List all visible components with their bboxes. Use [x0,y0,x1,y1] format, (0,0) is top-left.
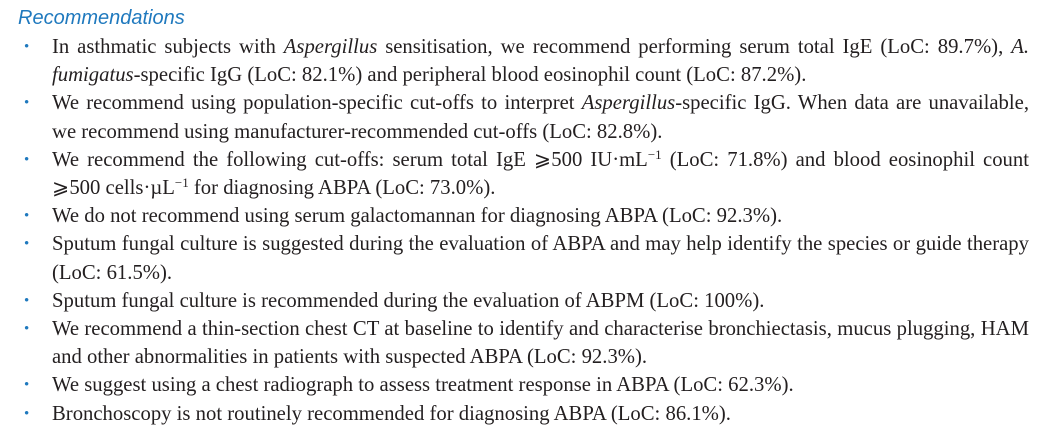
recommendation-text: -specific IgG (LoC: 82.1%) and peripheral blood eosinophil count (LoC: 87.2%). [133,64,807,87]
recommendation-item [18,202,1029,230]
recommendation-text: We do not recommend using serum galactomannan for diagnosing ABPA (LoC: 92.3%). [52,205,783,228]
recommendations-heading: Recommendations [18,7,185,29]
bullet-icon: • [24,236,30,253]
recommendation-text: We suggest using a chest radiograph to assess treatment response in ABPA (LoC: 62.3%). [52,374,794,397]
bullet-icon: • [24,405,30,422]
recommendation-text: for diagnosing ABPA (LoC: 73.0%). [188,177,496,200]
recommendation-item [18,400,1029,428]
recommendation-text: Sputum fungal culture is recommended during the evaluation of ABPM (LoC: 100%). [52,289,765,312]
recommendation-item [18,33,1029,89]
recommendation-text: We recommend a thin-section chest CT at baseline to identify and characterise bronchiectasis, mucus plugging, HAM and other abnormalities in patients with suspected ABPA (LoC: 92.3%). [52,318,1029,369]
recommendation-text: We recommend the following cut-offs: serum total IgE ⩾500 IU·mL [52,148,648,171]
recommendation-text: Sputum fungal culture is suggested during the evaluation of ABPA and may help identify the species or guide therapy (LoC: 61.5%). [52,233,1029,284]
bullet-icon: • [24,292,30,309]
bullet-icon: • [24,39,30,55]
species-name: Aspergillus [581,92,676,115]
recommendation-item [18,315,1029,371]
recommendation-text: We recommend using population-specific cut-offs to interpret [52,92,582,115]
bullet-icon: • [24,321,30,338]
recommendation-text: sensitisation, we recommend performing serum total IgE (LoC: 89.7%), [377,36,1012,58]
recommendation-item [18,146,1029,202]
recommendation-item [18,287,1029,315]
bullet-icon: • [24,151,30,168]
recommendation-text: In asthmatic subjects with [52,36,284,58]
unit-exponent: −1 [647,146,662,162]
recommendation-text: (LoC: 71.8%) and blood eosinophil count ⩾500 cells·µL [52,148,1029,200]
recommendation-item [18,89,1029,145]
bullet-icon: • [24,208,30,225]
recommendation-text: Bronchoscopy is not routinely recommended for diagnosing ABPA (LoC: 86.1%). [52,402,731,425]
recommendation-item [18,230,1029,286]
species-name: A. fumigatus [52,36,1030,87]
species-name: Aspergillus [283,36,378,58]
recommendation-item [18,371,1029,399]
bullet-icon: • [24,377,30,394]
recommendation-text: -specific IgG. When data are unavailable, we recommend using manufacturer-recommended cut-offs (LoC: 82.8%). [52,92,1030,143]
unit-exponent: −1 [174,174,189,190]
recommendations-list [18,33,1029,428]
bullet-icon: • [24,95,30,112]
